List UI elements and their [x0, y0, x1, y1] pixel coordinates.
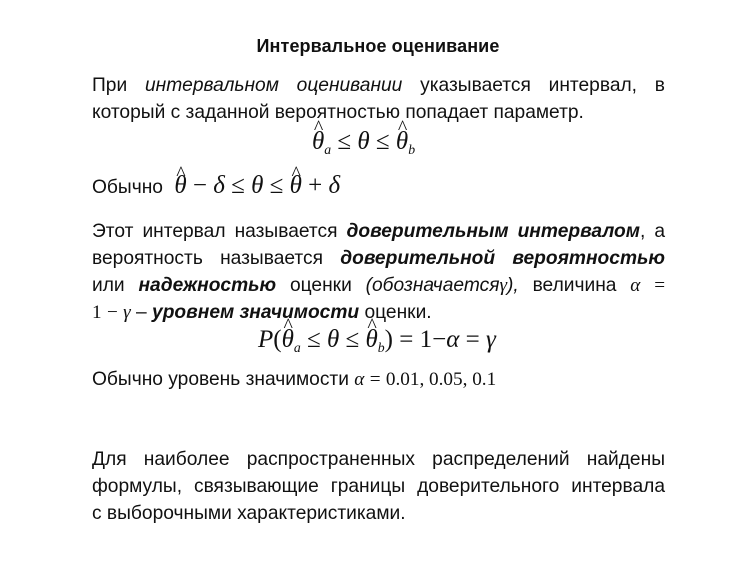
confidence-text-3: вероятность называется	[92, 248, 323, 269]
f2-sub-b: b	[377, 339, 385, 355]
f2-open: (	[273, 326, 282, 353]
confidence-text-7: ),	[507, 275, 519, 296]
confidence-text-9: оценки.	[364, 302, 432, 323]
paragraph-intro-line-2: который с заданной вероятностью попадает параметр.	[92, 102, 584, 123]
confidence-text-6: (обозначается	[365, 275, 500, 296]
formula-theta-hat-b: ^ θ	[396, 128, 408, 156]
intro-text-2: указывается интервал, в	[420, 75, 665, 96]
confidence-line-2	[92, 245, 665, 272]
formulas-line-1: Для наиболее распространенных распределений найдены	[92, 449, 665, 470]
paragraph-confidence	[92, 218, 665, 326]
intro-term-interval-estimation: интервальном оценивании	[144, 75, 403, 96]
sym-theta: θ	[251, 172, 264, 199]
formula-interval	[312, 128, 415, 158]
f2-close: )	[384, 326, 393, 353]
f2-gamma: γ	[485, 326, 496, 353]
dash: –	[136, 302, 147, 323]
symbol-equals: =	[654, 275, 666, 296]
formula-theta-hat-a: ^ θ	[312, 128, 324, 156]
formula-symmetric-interval	[174, 172, 340, 199]
sym-theta-hat-1: ^ θ	[174, 172, 186, 199]
f2-theta-hat-a: ^ θ	[282, 326, 294, 354]
sym-theta-hat-2: ^ θ	[290, 172, 302, 199]
f2-theta: θ	[327, 326, 340, 353]
f2-minus: −	[432, 326, 447, 353]
symbol-alpha: α	[630, 275, 641, 296]
page-title: Интервальное оценивание	[256, 36, 500, 56]
term-significance-level: уровнем значимости	[152, 302, 360, 323]
sym-delta-1: δ	[213, 172, 225, 199]
symbol-one: 1	[92, 302, 102, 323]
formula-sub-a: a	[324, 141, 332, 157]
f2-sub-a: a	[293, 339, 301, 355]
symbol-gamma: γ	[499, 275, 508, 296]
sym-minus: −	[192, 172, 207, 199]
significance-equals: =	[369, 369, 381, 390]
formulas-line-2: формулы, связывающие границы доверительного интервала	[92, 476, 665, 497]
confidence-text-4: или	[92, 275, 125, 296]
term-reliability: надежностью	[138, 275, 277, 296]
confidence-text-1: Этот интервал называется	[92, 221, 338, 242]
sym-delta-2: δ	[328, 172, 341, 199]
confidence-text-2: , а	[639, 221, 665, 242]
confidence-text-8: величина	[532, 275, 617, 296]
formula-le-1: ≤	[337, 128, 352, 155]
f2-theta-hat-b: ^ θ	[366, 326, 378, 354]
term-confidence-interval: доверительным интервалом	[346, 221, 640, 242]
f2-eq-1: =	[399, 326, 414, 353]
formula-sub-b: b	[408, 141, 416, 157]
paragraph-intro	[92, 72, 665, 126]
intro-text-1: При	[92, 75, 128, 96]
significance-text: Обычно уровень значимости	[92, 369, 349, 390]
sym-le-1: ≤	[231, 172, 245, 199]
term-confidence-probability: доверительной вероятностью	[340, 248, 665, 269]
paragraph-formulas	[92, 446, 665, 527]
f2-le-1: ≤	[307, 326, 321, 353]
f2-eq-2: =	[465, 326, 480, 353]
sym-plus: +	[308, 172, 323, 199]
usually-label: Обычно	[92, 177, 163, 198]
formula-le-2: ≤	[375, 128, 390, 155]
paragraph-usually	[92, 172, 665, 201]
significance-alpha: α	[354, 369, 365, 390]
confidence-line-1	[92, 218, 665, 245]
confidence-line-3	[92, 272, 665, 299]
f2-alpha: α	[446, 326, 460, 353]
sym-le-2: ≤	[269, 172, 284, 199]
formula-theta: θ	[357, 128, 370, 155]
paragraph-intro-line-1	[92, 72, 665, 99]
confidence-line-4	[92, 299, 665, 326]
symbol-gamma-2: γ	[123, 302, 131, 323]
significance-values: 0.01, 0.05, 0.1	[385, 369, 497, 390]
formulas-line-3: с выборочными характеристиками.	[92, 503, 406, 524]
paragraph-significance-values	[92, 366, 665, 393]
confidence-text-5: оценки	[289, 275, 352, 296]
f2-P: P	[258, 326, 274, 353]
f2-one: 1	[419, 326, 433, 353]
symbol-minus: −	[106, 302, 118, 323]
formula-probability	[258, 326, 496, 356]
f2-le-2: ≤	[345, 326, 360, 353]
